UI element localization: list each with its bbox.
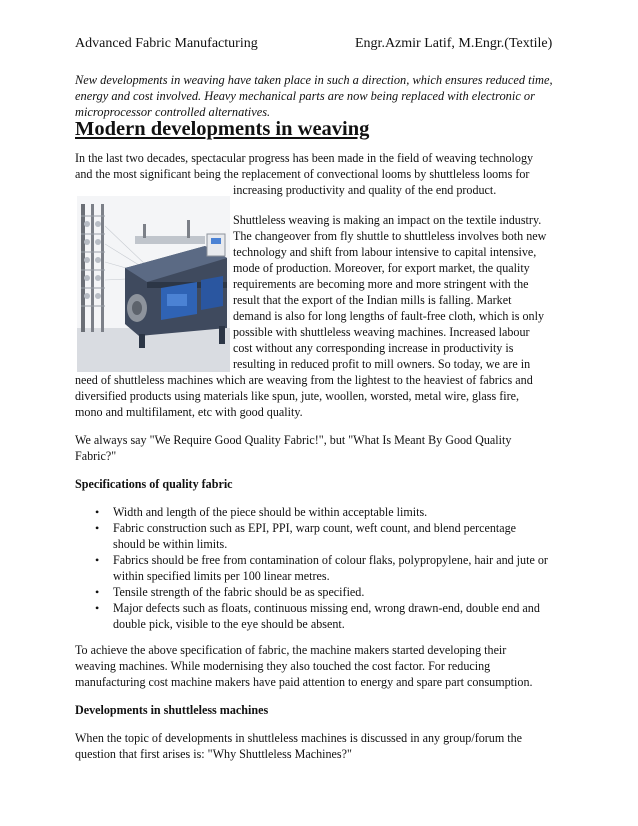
bullet-2-line-1: Fabric construction such as EPI, PPI, warp count, weft count, and blend percentage <box>113 521 517 535</box>
para1-line-2: and the most significant being the replacement of convectional looms by shuttleless looms for <box>75 167 530 181</box>
para2-side-line-10: resulting in reduced profit to mill owners. So today, we are in <box>233 357 531 371</box>
bullet-5-line-2: double pick, visible to the eye should be absent. <box>113 617 345 631</box>
bullet-4-line-1: Tensile strength of the fabric should be as specified. <box>113 585 365 599</box>
bullet-icon: • <box>95 553 100 567</box>
weaving-machine-photo <box>77 196 230 372</box>
bullet-3-line-2: within specified limits per 100 linear metres. <box>113 569 330 583</box>
bullet-icon: • <box>95 505 100 519</box>
header-right: Engr.Azmir Latif, M.Engr.(Textile) <box>355 36 553 51</box>
para2-side-line-1: Shuttleless weaving is making an impact on the textile industry. <box>233 213 542 227</box>
intro-paragraph: New developments in weaving have taken place in such a direction, which ensures reduced time, energy and cost involved. Heavy mechanical parts are now being replaced with electronic or microprocessor controlled alternatives. <box>75 73 553 119</box>
para3-line-2: Fabric?" <box>75 449 117 463</box>
para4-line-1: To achieve the above specification of fabric, the machine makers started developing their <box>75 643 507 657</box>
bullet-3-line-1: Fabrics should be free from contamination of colour flaks, polypropylene, hair and jute or <box>113 553 548 567</box>
para2-side-line-4: mode of production. Moreover, for export market, the quality <box>233 261 530 275</box>
para1-line-3: increasing productivity and quality of the end product. <box>233 183 497 197</box>
para4-line-3: manufacturing cost machine makers have paid attention to energy and spare part consumption. <box>75 675 533 689</box>
para2-side-line-6: result that the export of the Indian mills is falling. Market <box>233 293 512 307</box>
para5-line-1: When the topic of developments in shuttleless machines is discussed in any group/forum the <box>75 731 523 745</box>
para4-line-2: weaving machines. While modernising they also touched the cost factor. For reducing <box>75 659 491 673</box>
para5-line-2: question that first arises is: "Why Shuttleless Machines?" <box>75 747 352 761</box>
para2-side-line-5: requirements are becoming more and more stringent with the <box>233 277 529 291</box>
shuttleless-heading: Developments in shuttleless machines <box>75 703 269 717</box>
para1-line-1: In the last two decades, spectacular progress has been made in the field of weaving technology <box>75 151 534 165</box>
bullet-1-line-1: Width and length of the piece should be within acceptable limits. <box>113 505 428 519</box>
header-left: Advanced Fabric Manufacturing <box>75 36 258 51</box>
para2-side-line-7: demand is also for long lengths of fault-free cloth, which is only <box>233 309 545 323</box>
bullet-icon: • <box>95 601 100 615</box>
bullet-icon: • <box>95 521 100 535</box>
spec-heading: Specifications of quality fabric <box>75 477 233 491</box>
para3-line-1: We always say "We Require Good Quality Fabric!", but "What Is Meant By Good Quality <box>75 433 512 447</box>
bullet-2-line-2: should be within limits. <box>113 537 228 551</box>
para2-side-line-8: possible with shuttleless weaving machines. Increased labour <box>233 325 530 339</box>
bullet-icon: • <box>95 585 100 599</box>
para2-side-line-2: The changeover from fly shuttle to shuttleless involves both new <box>233 229 547 243</box>
para2-full-line-3: mono and multifilament, etc with good quality. <box>75 405 303 419</box>
para2-side-line-3: technology and shift from labour intensive to capital intensive, <box>233 245 537 259</box>
bullet-5-line-1: Major defects such as floats, continuous missing end, wrong drawn-end, double end and <box>113 601 540 615</box>
para2-full-line-2: diversified products using materials like spun, jute, woollen, worsted, metal wire, glass fire, <box>75 389 520 403</box>
section-heading: Modern developments in weaving <box>75 118 370 140</box>
para2-side-line-9: cost without any corresponding increase in productivity is <box>233 341 514 355</box>
para2-full-line-1: need of shuttleless machines which are weaving from the lightest to the heaviest of fabrics and <box>75 373 533 387</box>
